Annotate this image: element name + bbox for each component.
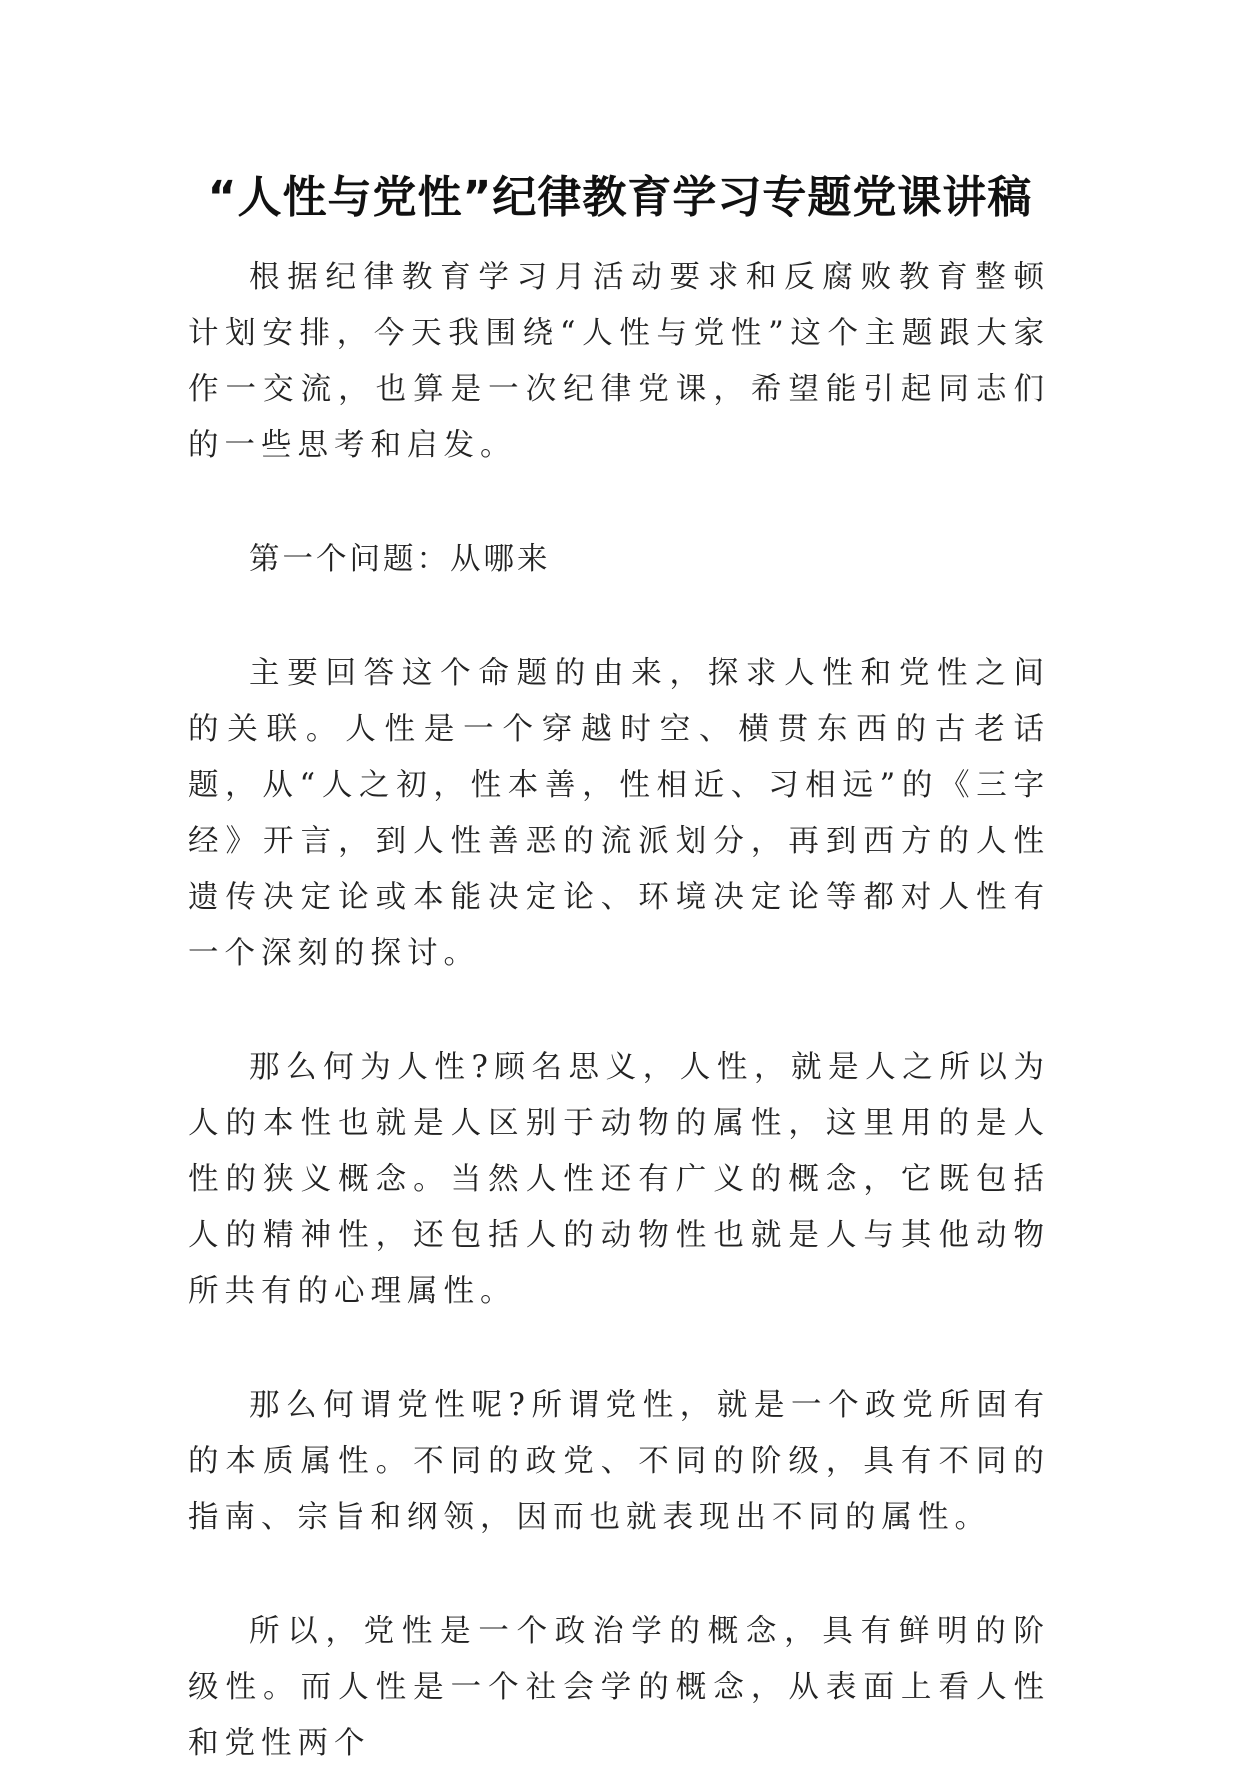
paragraph-intro: 根据纪律教育学习月活动要求和反腐败教育整顿计划安排，今天我围绕“人性与党性”这个主题跟大家作一交流，也算是一次纪律党课，希望能引起同志们的一些思考和启发。 xyxy=(188,260,1050,463)
document-title: “人性与党性”纪律教育学习专题党课讲稿 xyxy=(207,172,1033,223)
paragraph-human-nature: 那么何为人性?顾名思义，人性，就是人之所以为人的本性也就是人区别于动物的属性，这里用的是人性的狭义概念。当然人性还有广义的概念，它既包括人的精神性，还包括人的动物性也就是人与其他动物所共有的心理属性。 xyxy=(188,1050,1050,1309)
document-body xyxy=(188,250,1050,1772)
paragraph-party-spirit: 那么何谓党性呢?所谓党性，就是一个政党所固有的本质属性。不同的政党、不同的阶级，具有不同的指南、宗旨和纲领，因而也就表现出不同的属性。 xyxy=(188,1388,1050,1535)
section-heading-1: 第一个问题：从哪来 xyxy=(249,542,551,577)
paragraph-comparison: 所以，党性是一个政治学的概念，具有鲜明的阶级性。而人性是一个社会学的概念，从表面上看人性和党性两个 xyxy=(188,1614,1050,1761)
paragraph-origin: 主要回答这个命题的由来，探求人性和党性之间的关联。人性是一个穿越时空、横贯东西的古老话题，从“人之初，性本善，性相近、习相远”的《三字经》开言，到人性善恶的流派划分，再到西方的人性遗传决定论或本能决定论、环境决定论等都对人性有一个深刻的探讨。 xyxy=(188,656,1050,971)
